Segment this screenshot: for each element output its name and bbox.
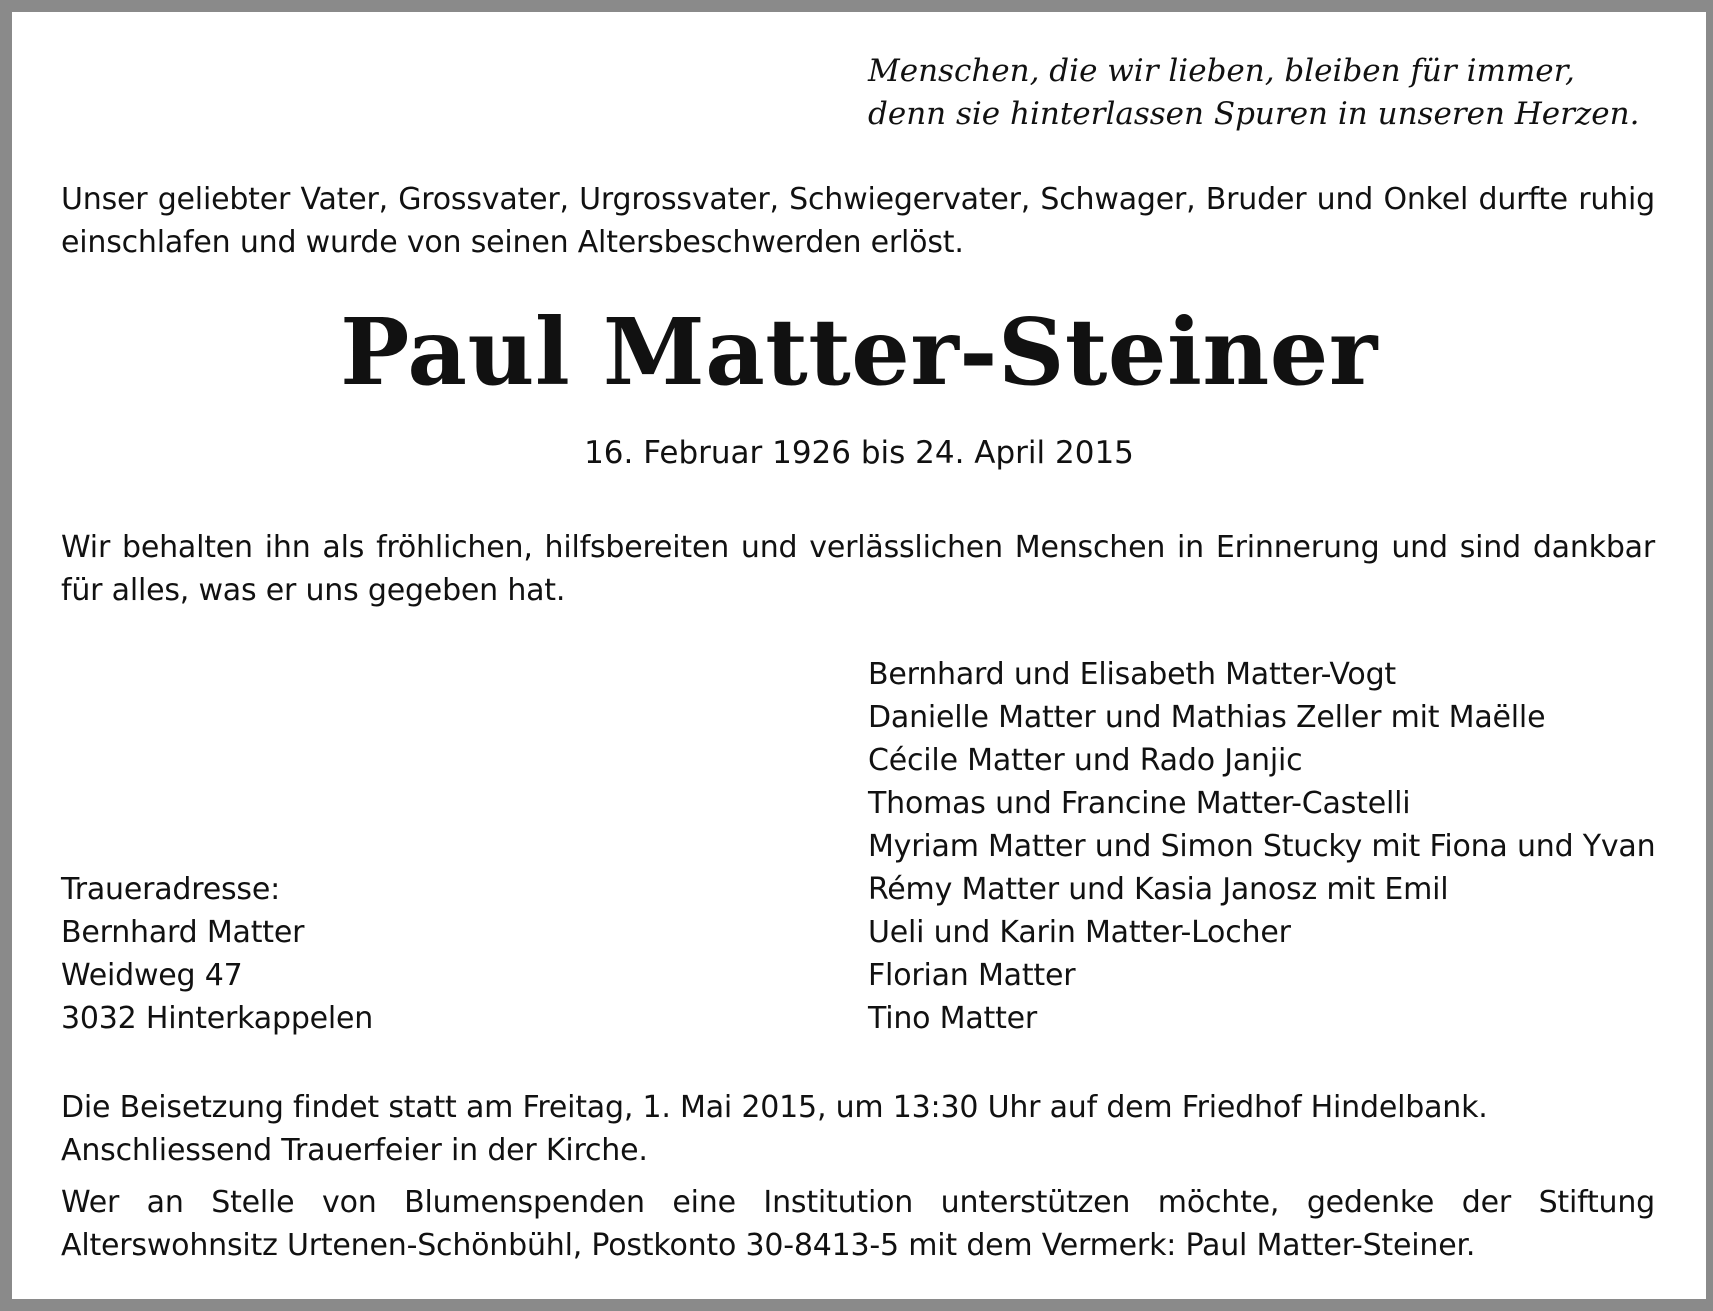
donation-paragraph: Wer an Stelle von Blumenspenden eine Institution unterstützen möchte, gedenke der Stiftung Alterswohnsitz Urtenen-Schönbühl, Postkonto 30-8413-5 mit dem Vermerk: Paul Matter-Steiner.	[61, 1185, 1655, 1263]
obituary-notice	[12, 12, 1706, 1299]
mourner-item: Cécile Matter und Rado Janjic	[868, 743, 1303, 778]
mourner-item: Rémy Matter und Kasia Janosz mit Emil	[868, 872, 1449, 907]
mourner-item: Bernhard und Elisabeth Matter-Vogt	[868, 657, 1396, 692]
motto-line-2: denn sie hinterlassen Spuren in unseren Herzen.	[868, 96, 1640, 132]
mourning-address	[61, 868, 373, 1040]
address-heading: Traueradresse:	[61, 872, 281, 907]
address-city: 3032 Hinterkappelen	[61, 1001, 374, 1036]
address-street: Weidweg 47	[61, 958, 243, 993]
mourners-list	[868, 653, 1655, 1040]
burial-line-1: Die Beisetzung findet statt am Freitag, 1. Mai 2015, um 13:30 Uhr auf dem Friedhof Hindelbank.	[61, 1090, 1488, 1125]
memory-paragraph: Wir behalten ihn als fröhlichen, hilfsbereiten und verlässlichen Menschen in Erinnerung und sind dankbar für alles, was er uns gegeben hat.	[61, 530, 1655, 608]
burial-paragraph	[61, 1086, 1655, 1172]
mourner-item: Myriam Matter und Simon Stucky mit Fiona und Yvan	[868, 829, 1656, 864]
deceased-name: Paul Matter-Steiner	[340, 298, 1378, 406]
burial-line-2: Anschliessend Trauerfeier in der Kirche.	[61, 1133, 648, 1168]
mourner-item: Florian Matter	[868, 958, 1076, 993]
address-name: Bernhard Matter	[61, 915, 305, 950]
mourner-item: Danielle Matter und Mathias Zeller mit Maëlle	[868, 700, 1546, 735]
motto-line-1: Menschen, die wir lieben, bleiben für immer,	[868, 53, 1575, 89]
mourner-item: Ueli und Karin Matter-Locher	[868, 915, 1291, 950]
life-dates: 16. Februar 1926 bis 24. April 2015	[584, 435, 1134, 471]
motto-quote	[868, 50, 1639, 136]
intro-paragraph: Unser geliebter Vater, Grossvater, Urgrossvater, Schwiegervater, Schwager, Bruder und Onkel durfte ruhig einschlafen und wurde von seinen Altersbeschwerden erlöst.	[61, 182, 1655, 260]
mourner-item: Tino Matter	[868, 1001, 1038, 1036]
mourner-item: Thomas und Francine Matter-Castelli	[868, 786, 1411, 821]
